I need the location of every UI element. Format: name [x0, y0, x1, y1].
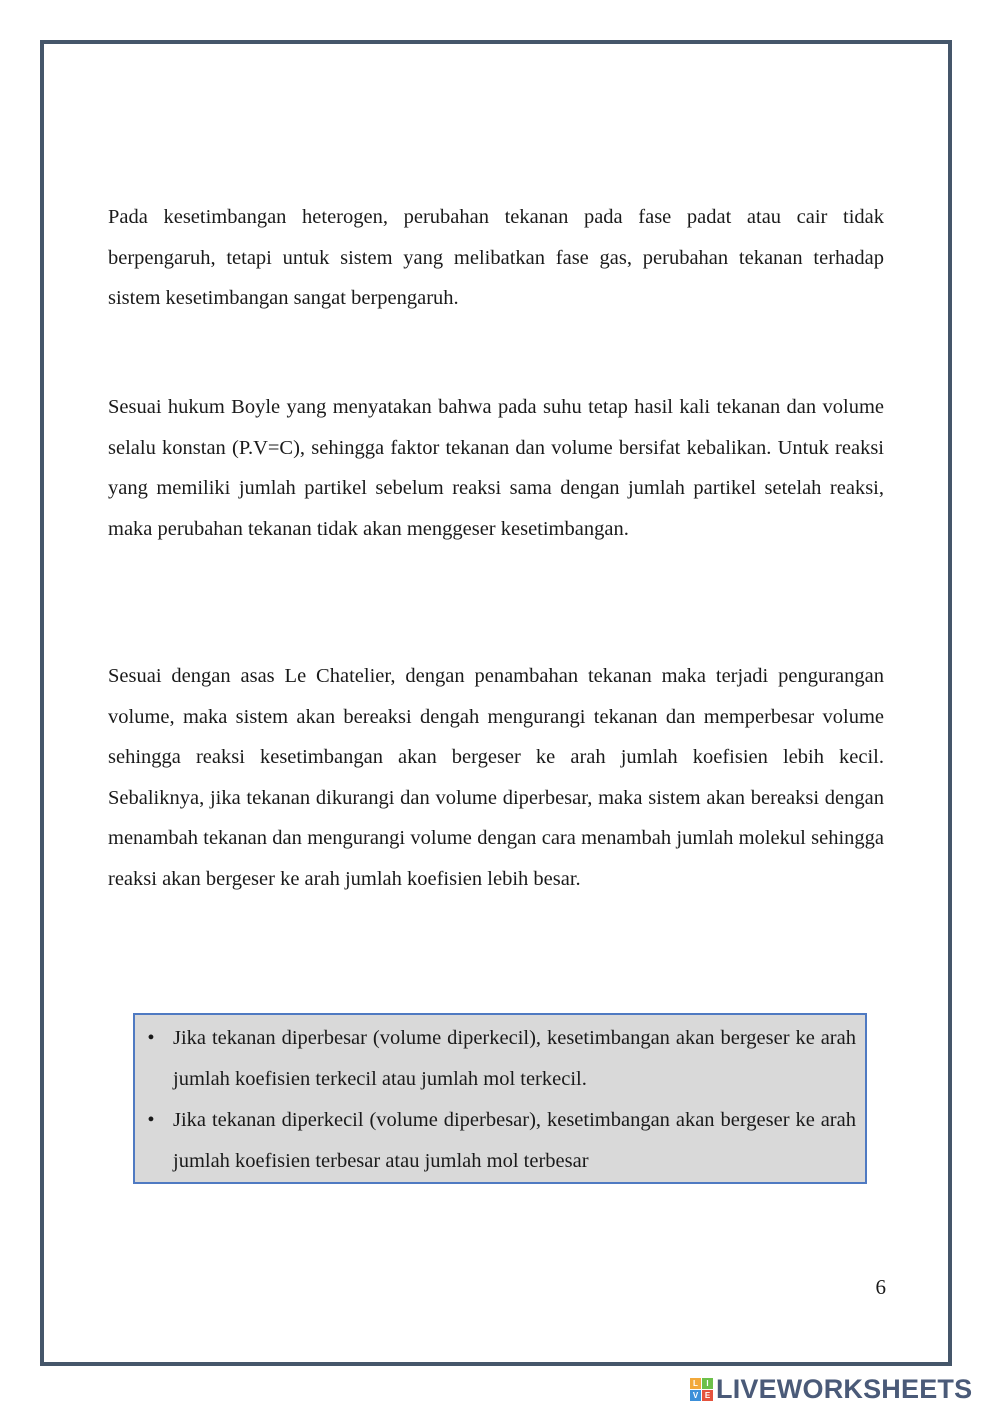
summary-list: [135, 1018, 856, 1182]
paragraph-text: Sesuai dengan asas Le Chatelier, dengan penambahan tekanan maka terjadi pengurangan volume, maka sistem akan bereaksi dengah mengurangi tekanan dan memperbesar volume sehingga reaksi kesetimbangan akan bergeser ke arah jumlah koefisien lebih kecil. Sebaliknya, jika tekanan dikurangi dan volume diperbesar, maka sistem akan bereaksi dengan menambah tekanan dan mengurangi volume dengan cara menambah jumlah molekul sehingga reaksi akan bergeser ke arah jumlah koefisien lebih besar.: [108, 665, 884, 890]
summary-item-pressure-decrease: [135, 1100, 856, 1182]
footer-brand[interactable]: [690, 1374, 972, 1404]
page-number: 6: [875, 1275, 886, 1299]
bullet-icon: •: [147, 1109, 155, 1131]
summary-box: [133, 1013, 867, 1184]
bullet-icon: •: [147, 1027, 155, 1049]
paragraph-heterogeneous-equilibrium: [108, 197, 884, 319]
summary-item-pressure-increase: [135, 1018, 856, 1100]
paragraph-le-chatelier: [108, 656, 884, 899]
paragraph-text: Pada kesetimbangan heterogen, perubahan tekanan pada fase padat atau cair tidak berpengaruh, tetapi untuk sistem yang melibatkan fase gas, perubahan tekanan terhadap sistem kesetimbangan sangat berpengaruh.: [108, 206, 884, 309]
logo-letter: V: [690, 1390, 701, 1401]
summary-item-text: Jika tekanan diperkecil (volume diperbesar), kesetimbangan akan bergeser ke arah jumlah koefisien terbesar atau jumlah mol terbesar: [173, 1109, 856, 1172]
logo-letter: E: [702, 1390, 713, 1401]
logo-letter: L: [690, 1378, 701, 1389]
paragraph-text: Sesuai hukum Boyle yang menyatakan bahwa pada suhu tetap hasil kali tekanan dan volume selalu konstan (P.V=C), sehingga faktor tekanan dan volume bersifat kebalikan. Untuk reaksi yang memiliki jumlah partikel sebelum reaksi sama dengan jumlah partikel setelah reaksi, maka perubahan tekanan tidak akan menggeser kesetimbangan.: [108, 396, 884, 540]
brand-name: LIVEWORKSHEETS: [716, 1373, 973, 1404]
paragraph-boyle-law: [108, 387, 884, 549]
summary-item-text: Jika tekanan diperbesar (volume diperkecil), kesetimbangan akan bergeser ke arah jumlah koefisien terkecil atau jumlah mol terkecil.: [173, 1027, 856, 1090]
logo-letter: I: [702, 1378, 713, 1389]
liveworksheets-logo-icon: [690, 1378, 713, 1401]
